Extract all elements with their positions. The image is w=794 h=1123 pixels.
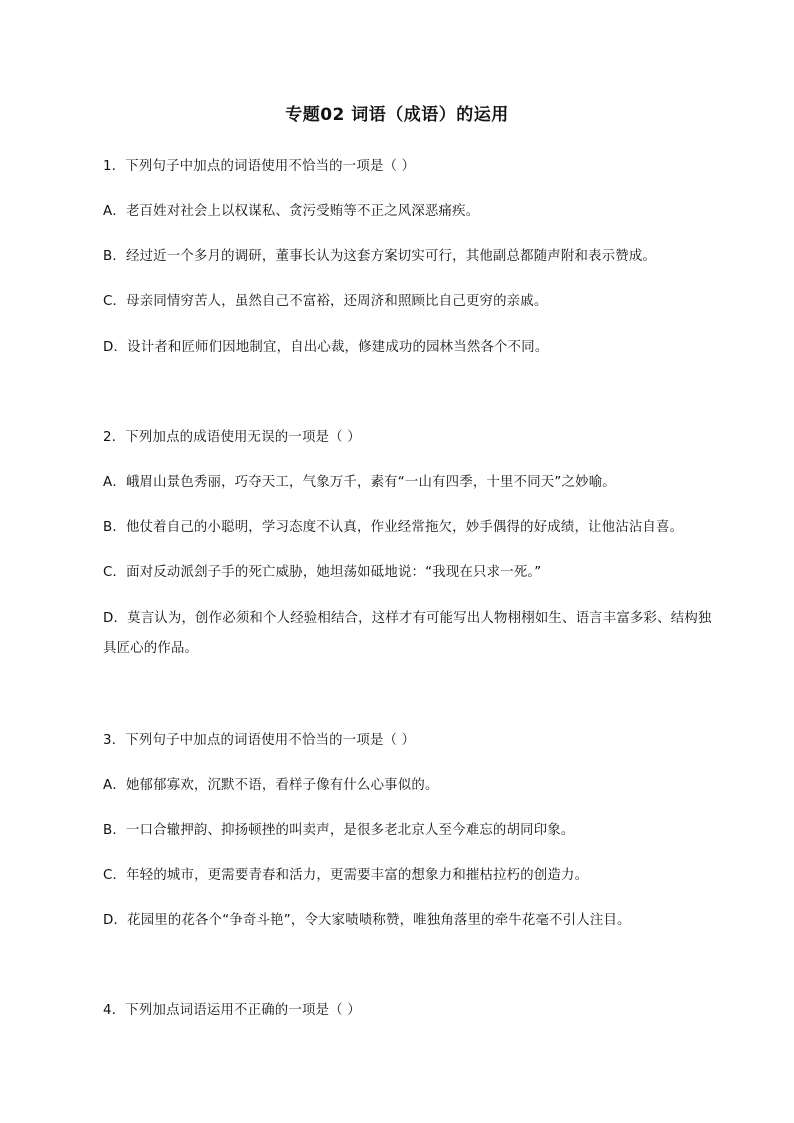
question-2-option-b: B．他仗着自己的小聪明，学习态度不认真，作业经常拖欠，妙手偶得的好成绩，让他沾沾自喜。: [103, 520, 684, 535]
question-3-option-d: D．花园里的花各个“争奇斗艳”，令大家啧啧称赞，唯独角落里的牵牛花毫不引人注目。: [103, 913, 631, 928]
question-3-option-a: A．她郁郁寡欢，沉默不语，看样子像有什么心事似的。: [103, 778, 439, 793]
question-2-option-c: C．面对反动派刽子手的死亡威胁，她坦荡如砥地说：“我现在只求一死。”: [103, 565, 542, 580]
question-1-stem: 1．下列句子中加点的词语使用不恰当的一项是（ ）: [103, 159, 416, 174]
question-1-option-c: C．母亲同情穷苦人，虽然自己不富裕，还周济和照顾比自己更穷的亲戚。: [103, 294, 548, 309]
question-2-option-d: D．莫言认为，创作必须和个人经验相结合，这样才有可能写出人物栩栩如生、语言丰富多彩、结构独具匠心的作品。: [103, 611, 712, 656]
question-1-option-b: B．经过近一个多月的调研，董事长认为这套方案切实可行，其他副总都随声附和表示赞成。: [103, 249, 657, 264]
question-2-option-a: A．峨眉山景色秀丽，巧夺天工，气象万千，素有“一山有四季，十里不同天”之妙喻。: [103, 475, 616, 490]
question-3-stem: 3．下列句子中加点的词语使用不恰当的一项是（ ）: [103, 733, 416, 748]
question-3-option-b: B．一口合辙押韵、抑扬顿挫的叫卖声，是很多老北京人至今难忘的胡同印象。: [103, 823, 575, 838]
question-2-stem: 2．下列加点的成语使用无误的一项是（ ）: [103, 430, 361, 445]
page-title: 专题02 词语（成语）的运用: [285, 105, 509, 125]
question-1-option-a: A．老百姓对社会上以权谋私、贪污受贿等不正之风深恶痛疾。: [103, 204, 480, 219]
question-1-option-d: D．设计者和匠师们因地制宜，自出心裁，修建成功的园林当然各个不同。: [103, 340, 549, 355]
question-4-stem: 4．下列加点词语运用不正确的一项是（ ）: [103, 1003, 361, 1018]
question-3-option-c: C．年轻的城市，更需要青春和活力，更需要丰富的想象力和摧枯拉朽的创造力。: [103, 868, 589, 883]
